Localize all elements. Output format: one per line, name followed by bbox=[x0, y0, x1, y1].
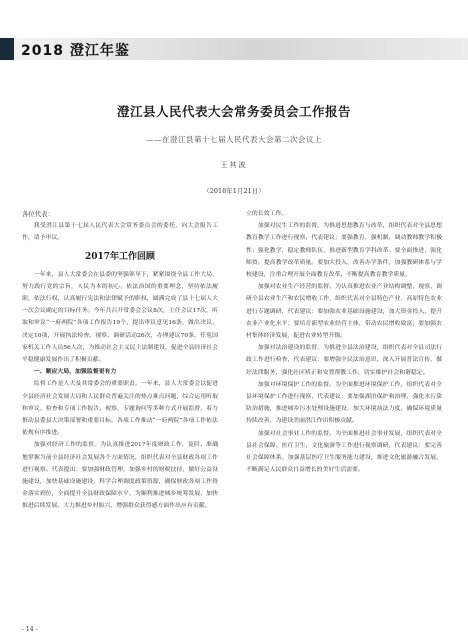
article-subtitle: ——在澄江县第十七届人民代表大会第二次会议上 bbox=[146, 135, 322, 144]
social-oversight-paragraph: 加强对社会事业工作的监督。为全面推进社会事业发展，组织代表对全县社会保障、医疗卫生、文化旅游等工作进行视察调研，代表建议：要完善社会保障体系，加强基层医疗卫生服务能力建设，推进文化旅游融合发展，不断满足人民群众日益增长的美好生活需要。 bbox=[246, 430, 442, 474]
header-year: 2018 bbox=[21, 43, 64, 59]
article-author: 王其波 bbox=[220, 161, 248, 169]
section-heading-review: 2017年工作回顾 bbox=[84, 251, 156, 262]
article-date: （2018年1月21日） bbox=[203, 187, 265, 195]
right-text-column bbox=[246, 208, 442, 476]
yearbook-header bbox=[0, 38, 468, 60]
intro-paragraph: 我受澄江县第十七届人民代表大会常务委员会的委托，向大会报告工作，请予审议。 bbox=[22, 223, 218, 242]
continuation-line: 立的长效工作。 bbox=[246, 211, 288, 217]
legal-oversight-paragraph: 加强对法治建设的监督。为推进全县法治建设，组织代表对全县司法行政工作进行检查，代表建议：要增强全民法治意识，深入开展普法宣传，做好法律服务，强化社区矫正和安置帮教工作，切实维护社会和谐稳定。 bbox=[246, 345, 442, 376]
header-accent-block bbox=[0, 38, 14, 60]
salutation: 各位代表： bbox=[22, 210, 54, 218]
environment-oversight-paragraph: 加强对环境保护工作的监督。为全面推进环境保护工作，组织代表对全县环境保护工作进行视察，代表建议：要加强湖泊保护和治理，强化水污染防治措施，推进城乡污水处理设施建设，加大环境执法力度，确保环境质量持续改善，为建设美丽澄江作出积极贡献。 bbox=[246, 381, 442, 425]
header-book-title: 澄江年鉴 bbox=[69, 43, 130, 59]
subheading-oversight: 一、顺应大局，加强监督更有力 bbox=[33, 368, 117, 376]
oversight-paragraph: 监督工作是人大及其常委会的重要职责。一年来，县人大常委会以促进全县经济社会发展大局和人民群众普遍关注的热点难点问题，综合运用听取和审议、检查和专项工作报告、视察、专题询问等多种方式开展监督，着力推动县委县大决策部署和重要目标，各项工作推动“一府两院”各项工作依法依规有序推进。 bbox=[22, 381, 218, 437]
left-text-column bbox=[22, 208, 218, 513]
review-paragraph: 一年来，县人大常委会在县委的坚强领导下，紧紧围绕全县工作大局，努力践行党的宗旨，人民为本的初心，依法治国的重要理念，坚持依法履职，依法行权，认真履行宪法和法律赋予的职权，圆满完成了县十七届人大一次会议确定的目标任务。今年共召开常委会会议8次，主任会议17次，听取和审议“一府两院”各项工作报告19个，提出审议意见16条，做出决议、决定10项，开展执法检查、视察、调研活动26次，办理建议70条，任免国家机关工作人员56人次，为推动社会主义民主法制建设，促进全县经济社会平稳健康发展作出了积极贡献。 bbox=[22, 271, 218, 364]
education-oversight-paragraph: 加强对民生工作的监督。为推进思想教育与改革，组织代表对全县思想教育教学工作进行视察，代表建议：要强教育，强机制，调动教师教学积极性；强化教学，稳定教师队伍，推进新型教育学科改革。要全面推进，强化师资，提高教学改革质量。要加大投入，改善办学条件，加强教研体系与学校建设，注重合理开展全面教育改革，不断提高教育教学质量。 bbox=[246, 223, 442, 279]
agriculture-oversight-paragraph: 加强对农业生产经营的监督。为认真推进农业产业结构调整，视察、调研全县农业生产和农民增收工作，组织代表对全县特色产业、高原特色农业进行专题调研，代表建议：要加强农业基础设施建设，加大资金投入，提升农业产业化水平；要培育新型农业经营主体，带动农民增收致富；要加强农村集体经济发展，促进农业转型升级。 bbox=[246, 284, 442, 340]
page-number: - 14 - bbox=[22, 626, 38, 633]
yearbook-title bbox=[21, 40, 130, 60]
economic-oversight-paragraph: 加强对经济工作的监督。为认真推进2017年度财政工作，及时、准确地掌握当前全县经济社会发展各个方面情况，组织代表对全县财政各项工作进行视察。代表提出：要加强财政管理，加强乡村的财税扶持，做好公益设施建设，加快基础设施建设，科学合理调度政策资源，确保财政各项工作资金落实到位，全面提升全县财政保障水平，为顺利推进城乡统筹发展，加快推进后续发展，大力推进乡村振兴、增强群众获得感方面作出应有贡献。 bbox=[22, 442, 218, 510]
article-title: 澄江县人民代表大会常务委员会工作报告 bbox=[116, 104, 351, 119]
